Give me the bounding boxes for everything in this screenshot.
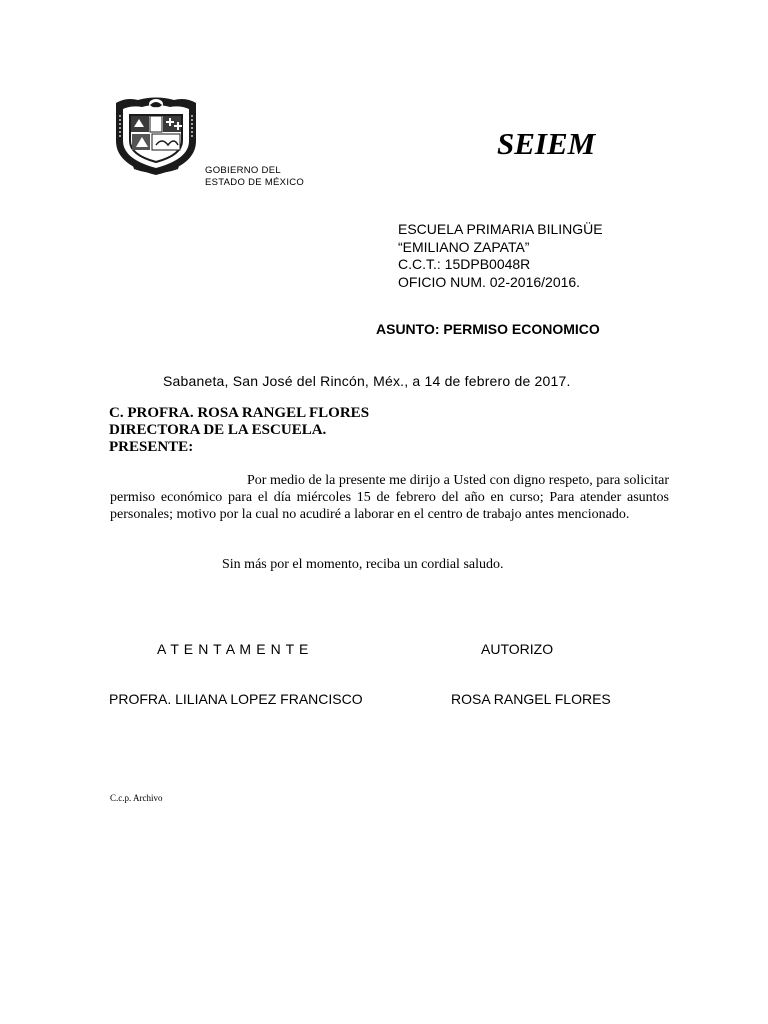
school-name-line-1: ESCUELA PRIMARIA BILINGÜE [398,221,603,237]
signature-heading-left: A T E N T A M E N T E [157,641,309,657]
place-and-date: Sabaneta, San José del Rincón, Méx., a 14 de febrero de 2017. [163,373,571,389]
subject-line: ASUNTO: PERMISO ECONOMICO [376,321,600,337]
addressee-presente: PRESENTE: [109,439,194,455]
government-label [205,165,304,189]
signer-name-right: ROSA RANGEL FLORES [451,691,611,707]
carbon-copy-note: C.c.p. Archivo [110,793,163,803]
school-cct: C.C.T.: 15DPB0048R [398,256,531,272]
oficio-number: OFICIO NUM. 02-2016/2016. [398,273,581,290]
agency-name: SEIEM [497,126,596,161]
addressee-block [109,405,369,456]
addressee-name: C. PROFRA. ROSA RANGEL FLORES [109,405,370,421]
letter-body [110,472,669,523]
signature-heading-right: AUTORIZO [481,641,554,657]
government-line-2: ESTADO DE MÉXICO [205,177,305,188]
government-line-1: GOBIERNO DEL [205,165,281,176]
addressee-title: DIRECTORA DE LA ESCUELA. [109,422,327,438]
school-info-block [398,221,603,291]
closing-line: Sin más por el momento, reciba un cordial saludo. [222,557,504,572]
school-name-line-2: “EMILIANO ZAPATA” [398,238,530,255]
letter-body-text: Por medio de la presente me dirijo a Usted con digno respeto, para solicitar permiso económico para el día miércoles 15 de febrero del año en curso; Para atender asuntos personales; motivo por la cual no acudiré a laborar en el centro de trabajo antes mencionado. [110,473,669,522]
signer-name-left: PROFRA. LILIANA LOPEZ FRANCISCO [109,691,363,707]
coat-of-arms-seal [110,95,202,177]
